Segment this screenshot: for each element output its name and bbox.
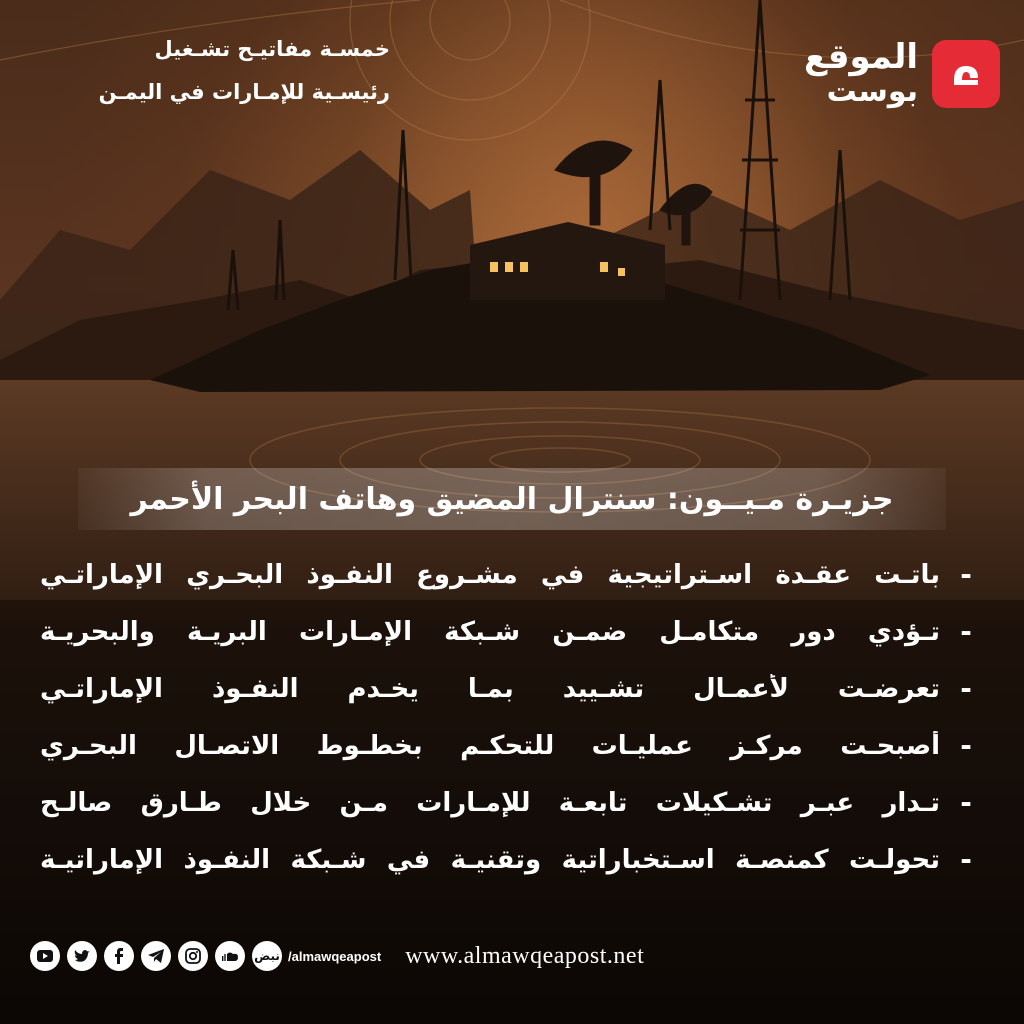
bullet-dash: - (960, 558, 972, 591)
headline-line-2: رئيسـية للإمـارات في اليمـن (98, 80, 390, 104)
nabd-icon[interactable]: نبض (252, 941, 282, 971)
bullet-text: تـؤدي دور متكامـل ضمـن شـبكة الإمـارات البريـة والبحريـة (40, 616, 940, 647)
bullet-list (40, 546, 986, 888)
bullet-text: تحولـت كمنصـة اسـتخباراتية وتقنيـة في شـبكة النفـوذ الإماراتيـة (40, 844, 940, 875)
bullet-text: تـدار عبـر تشـكيلات تابعـة للإمـارات مـن خلال طـارق صالـح (40, 787, 940, 818)
brand-name-line-2: بوست (826, 74, 918, 109)
telegram-icon[interactable] (141, 941, 171, 971)
title-band (78, 468, 946, 530)
twitter-icon[interactable] (67, 941, 97, 971)
main-title: جزيـرة مـيــون: سنترال المضيق وهاتف البحر الأحمر (130, 481, 894, 517)
bullet-dash: - (960, 843, 972, 876)
youtube-icon[interactable] (30, 941, 60, 971)
list-item (40, 660, 986, 717)
brand-name-line-1: الموقع (803, 37, 918, 77)
bullet-dash: - (960, 615, 972, 648)
bullet-dash: - (960, 729, 972, 762)
soundcloud-icon[interactable] (215, 941, 245, 971)
bullet-text: باتـت عقـدة اسـتراتيجية في مشـروع النفـوذ البحـري الإماراتـي (40, 559, 940, 590)
headline (30, 28, 390, 114)
social-links (30, 941, 282, 971)
bullet-text: أصبحـت مركـز عمليـات للتحكـم بخطـوط الاتصـال البحـري (40, 730, 940, 761)
almawqea-logo-icon (932, 40, 1000, 108)
bullet-dash: - (960, 786, 972, 819)
list-item (40, 774, 986, 831)
list-item (40, 603, 986, 660)
list-item (40, 546, 986, 603)
bullet-dash: - (960, 672, 972, 705)
brand-logo (710, 37, 1000, 110)
social-handle: /almawqeapost (288, 948, 382, 964)
facebook-icon[interactable] (104, 941, 134, 971)
website-link[interactable]: www.almawqeapost.net (405, 942, 645, 969)
brand-wordmark (708, 37, 918, 110)
bullet-text: تعرضـت لأعمـال تشـييد بمـا يخـدم النفـوذ الإماراتـي (40, 673, 940, 704)
list-item (40, 831, 986, 888)
footer (30, 938, 690, 974)
instagram-icon[interactable] (178, 941, 208, 971)
headline-line-1: خمسـة مفاتيـح تشـغيل (154, 37, 390, 61)
list-item (40, 717, 986, 774)
